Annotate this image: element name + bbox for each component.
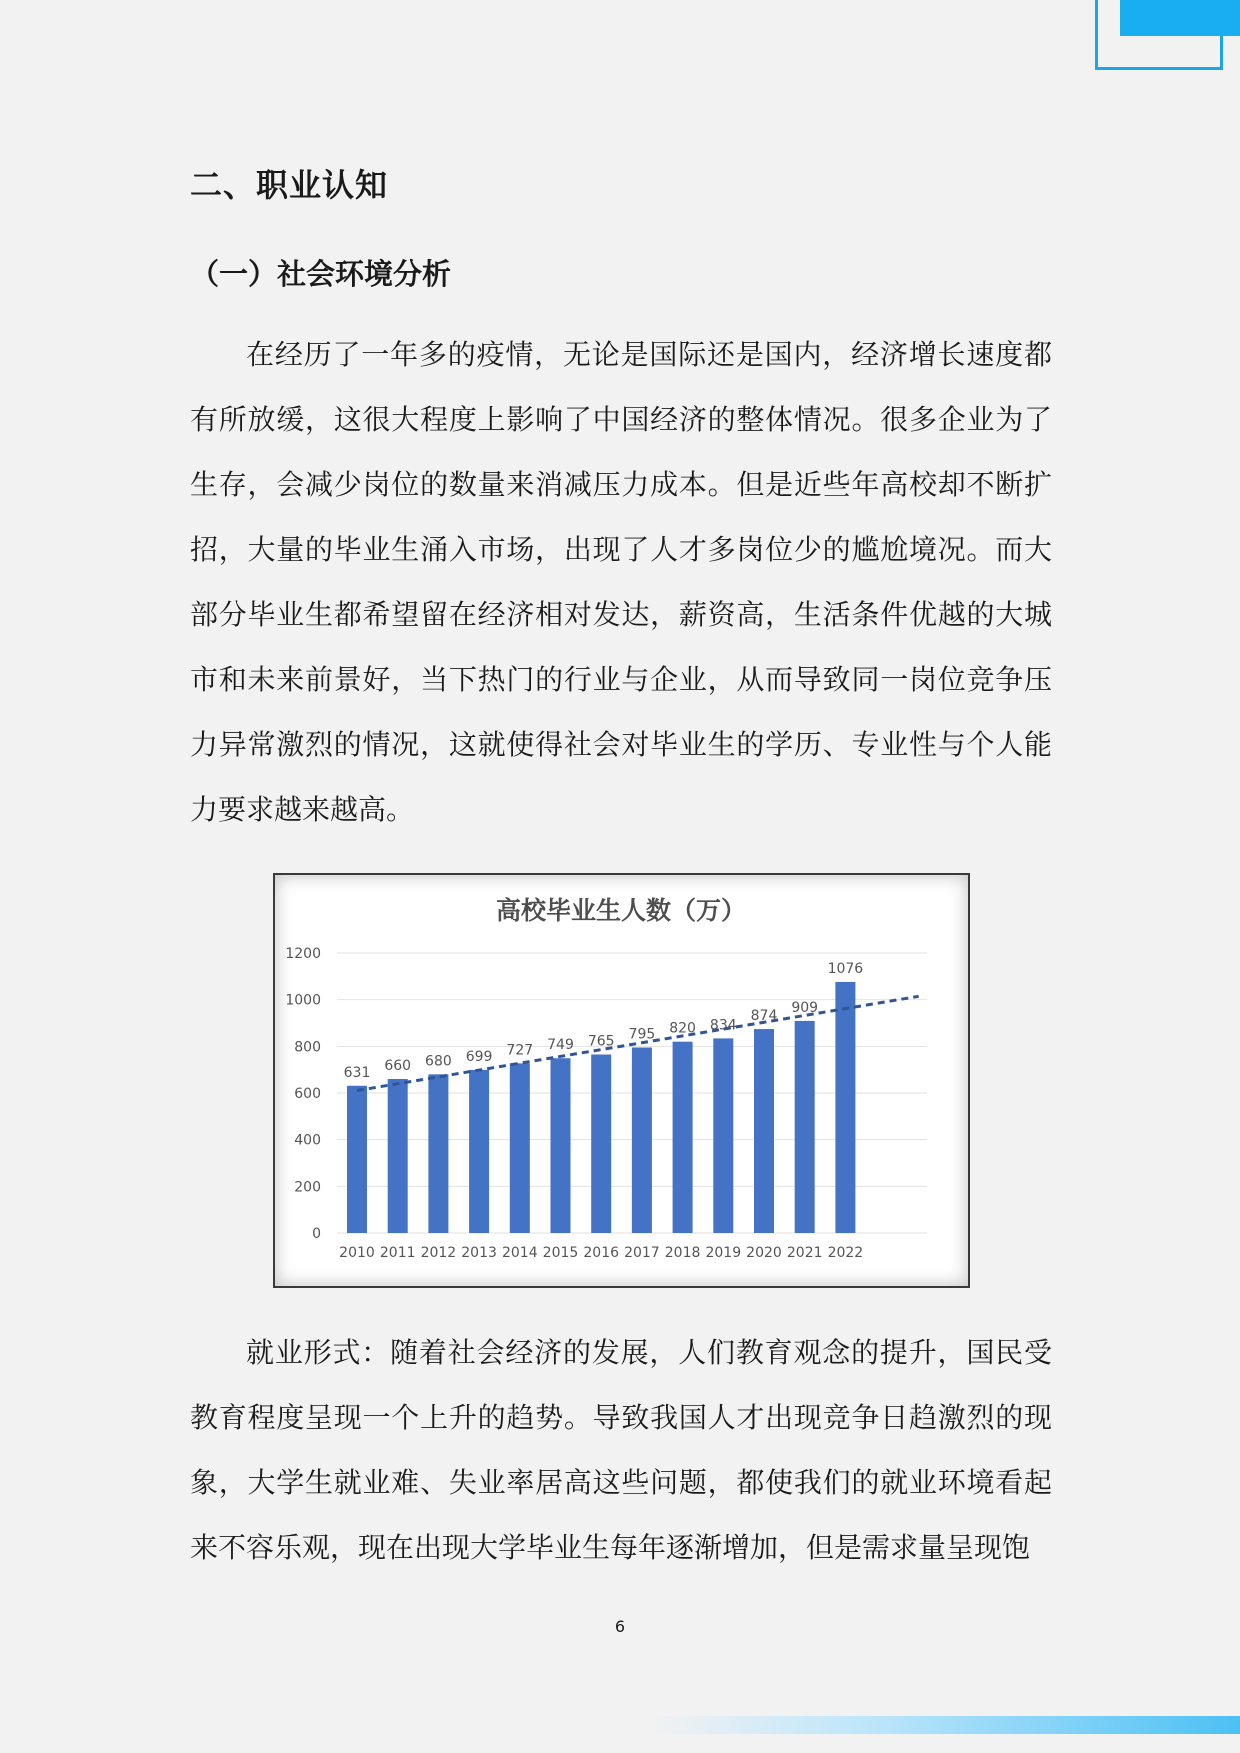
bar-data-label: 795	[628, 1026, 656, 1043]
y-tick-label: 0	[312, 1226, 321, 1242]
x-tick-label: 2014	[501, 1245, 538, 1261]
chart-title: 高校毕业生人数（万）	[495, 896, 747, 925]
y-tick-label: 1000	[285, 992, 321, 1009]
bar	[632, 1048, 652, 1234]
graduates-bar-chart	[273, 873, 970, 1288]
bar	[510, 1063, 530, 1233]
footer-decoration-stripe	[650, 1716, 1240, 1734]
x-tick-label: 2015	[542, 1245, 579, 1261]
bar-data-label: 727	[506, 1042, 534, 1059]
y-tick-label: 1200	[285, 946, 321, 962]
x-tick-label: 2012	[420, 1245, 457, 1261]
x-tick-label: 2021	[786, 1245, 823, 1261]
x-tick-label: 2019	[705, 1245, 742, 1261]
bar	[428, 1074, 448, 1233]
bar	[388, 1079, 408, 1233]
bar	[673, 1042, 693, 1233]
x-tick-label: 2022	[827, 1245, 864, 1261]
y-tick-label: 200	[294, 1179, 321, 1196]
bar	[795, 1021, 815, 1233]
x-tick-label: 2010	[339, 1245, 375, 1261]
bar	[551, 1058, 571, 1233]
bar-data-label: 660	[384, 1058, 412, 1074]
x-tick-label: 2016	[583, 1245, 620, 1261]
x-tick-label: 2020	[746, 1245, 782, 1261]
paragraph-employment-form: 就业形式：随着社会经济的发展，人们教育观念的提升，国民受教育程度呈现一个上升的趋势。导致我国人才出现竞争日趋激烈的现象，大学生就业难、失业率居高这些问题，都使我们的就业环境看起来不容乐观，现在出现大学毕业生每年逐渐增加，但是需求量呈现饱	[190, 1336, 1052, 1564]
bar-data-label: 749	[547, 1037, 574, 1054]
bar	[713, 1038, 733, 1233]
y-tick-label: 800	[294, 1039, 321, 1056]
bar-data-label: 820	[669, 1020, 696, 1037]
paragraph-social-environment: 在经历了一年多的疫情，无论是国际还是国内，经济增长速度都有所放缓，这很大程度上影响了中国经济的整体情况。很多企业为了生存，会减少岗位的数量来消减压力成本。但是近些年高校却不断扩招，大量的毕业生涌入市场，出现了人才多岗位少的尴尬境况。而大部分毕业生都希望留在经济相对发达，薪资高，生活条件优越的大城市和未来前景好，当下热门的行业与企业，从而导致同一岗位竞争压力异常激烈的情况，这就使得社会对毕业生的学历、专业性与个人能力要求越来越高。	[190, 338, 1052, 826]
x-tick-label: 2017	[624, 1245, 660, 1261]
page-number: 6	[614, 1617, 626, 1636]
corner-decoration-fill	[1120, 0, 1240, 36]
x-tick-label: 2018	[664, 1245, 701, 1261]
bar-data-label: 909	[791, 999, 819, 1016]
bar-data-label: 1076	[827, 960, 864, 977]
bar	[591, 1055, 611, 1234]
bar	[469, 1070, 489, 1233]
bar-data-label: 765	[587, 1033, 615, 1050]
bar-data-label: 874	[750, 1008, 778, 1025]
bar-data-label: 834	[709, 1017, 737, 1034]
y-tick-label: 400	[294, 1132, 321, 1149]
bar	[835, 982, 855, 1233]
subsection-heading: （一）社会环境分析	[190, 257, 452, 291]
bar-data-label: 631	[343, 1064, 371, 1081]
y-tick-label: 600	[294, 1086, 321, 1102]
bar	[347, 1086, 367, 1233]
x-tick-label: 2013	[461, 1245, 497, 1261]
bar-data-label: 680	[425, 1053, 452, 1070]
bar	[754, 1029, 774, 1233]
section-heading: 二、职业认知	[190, 166, 389, 204]
bar-data-label: 699	[465, 1048, 493, 1065]
x-tick-label: 2011	[379, 1245, 416, 1261]
chart-canvas	[275, 875, 968, 1286]
